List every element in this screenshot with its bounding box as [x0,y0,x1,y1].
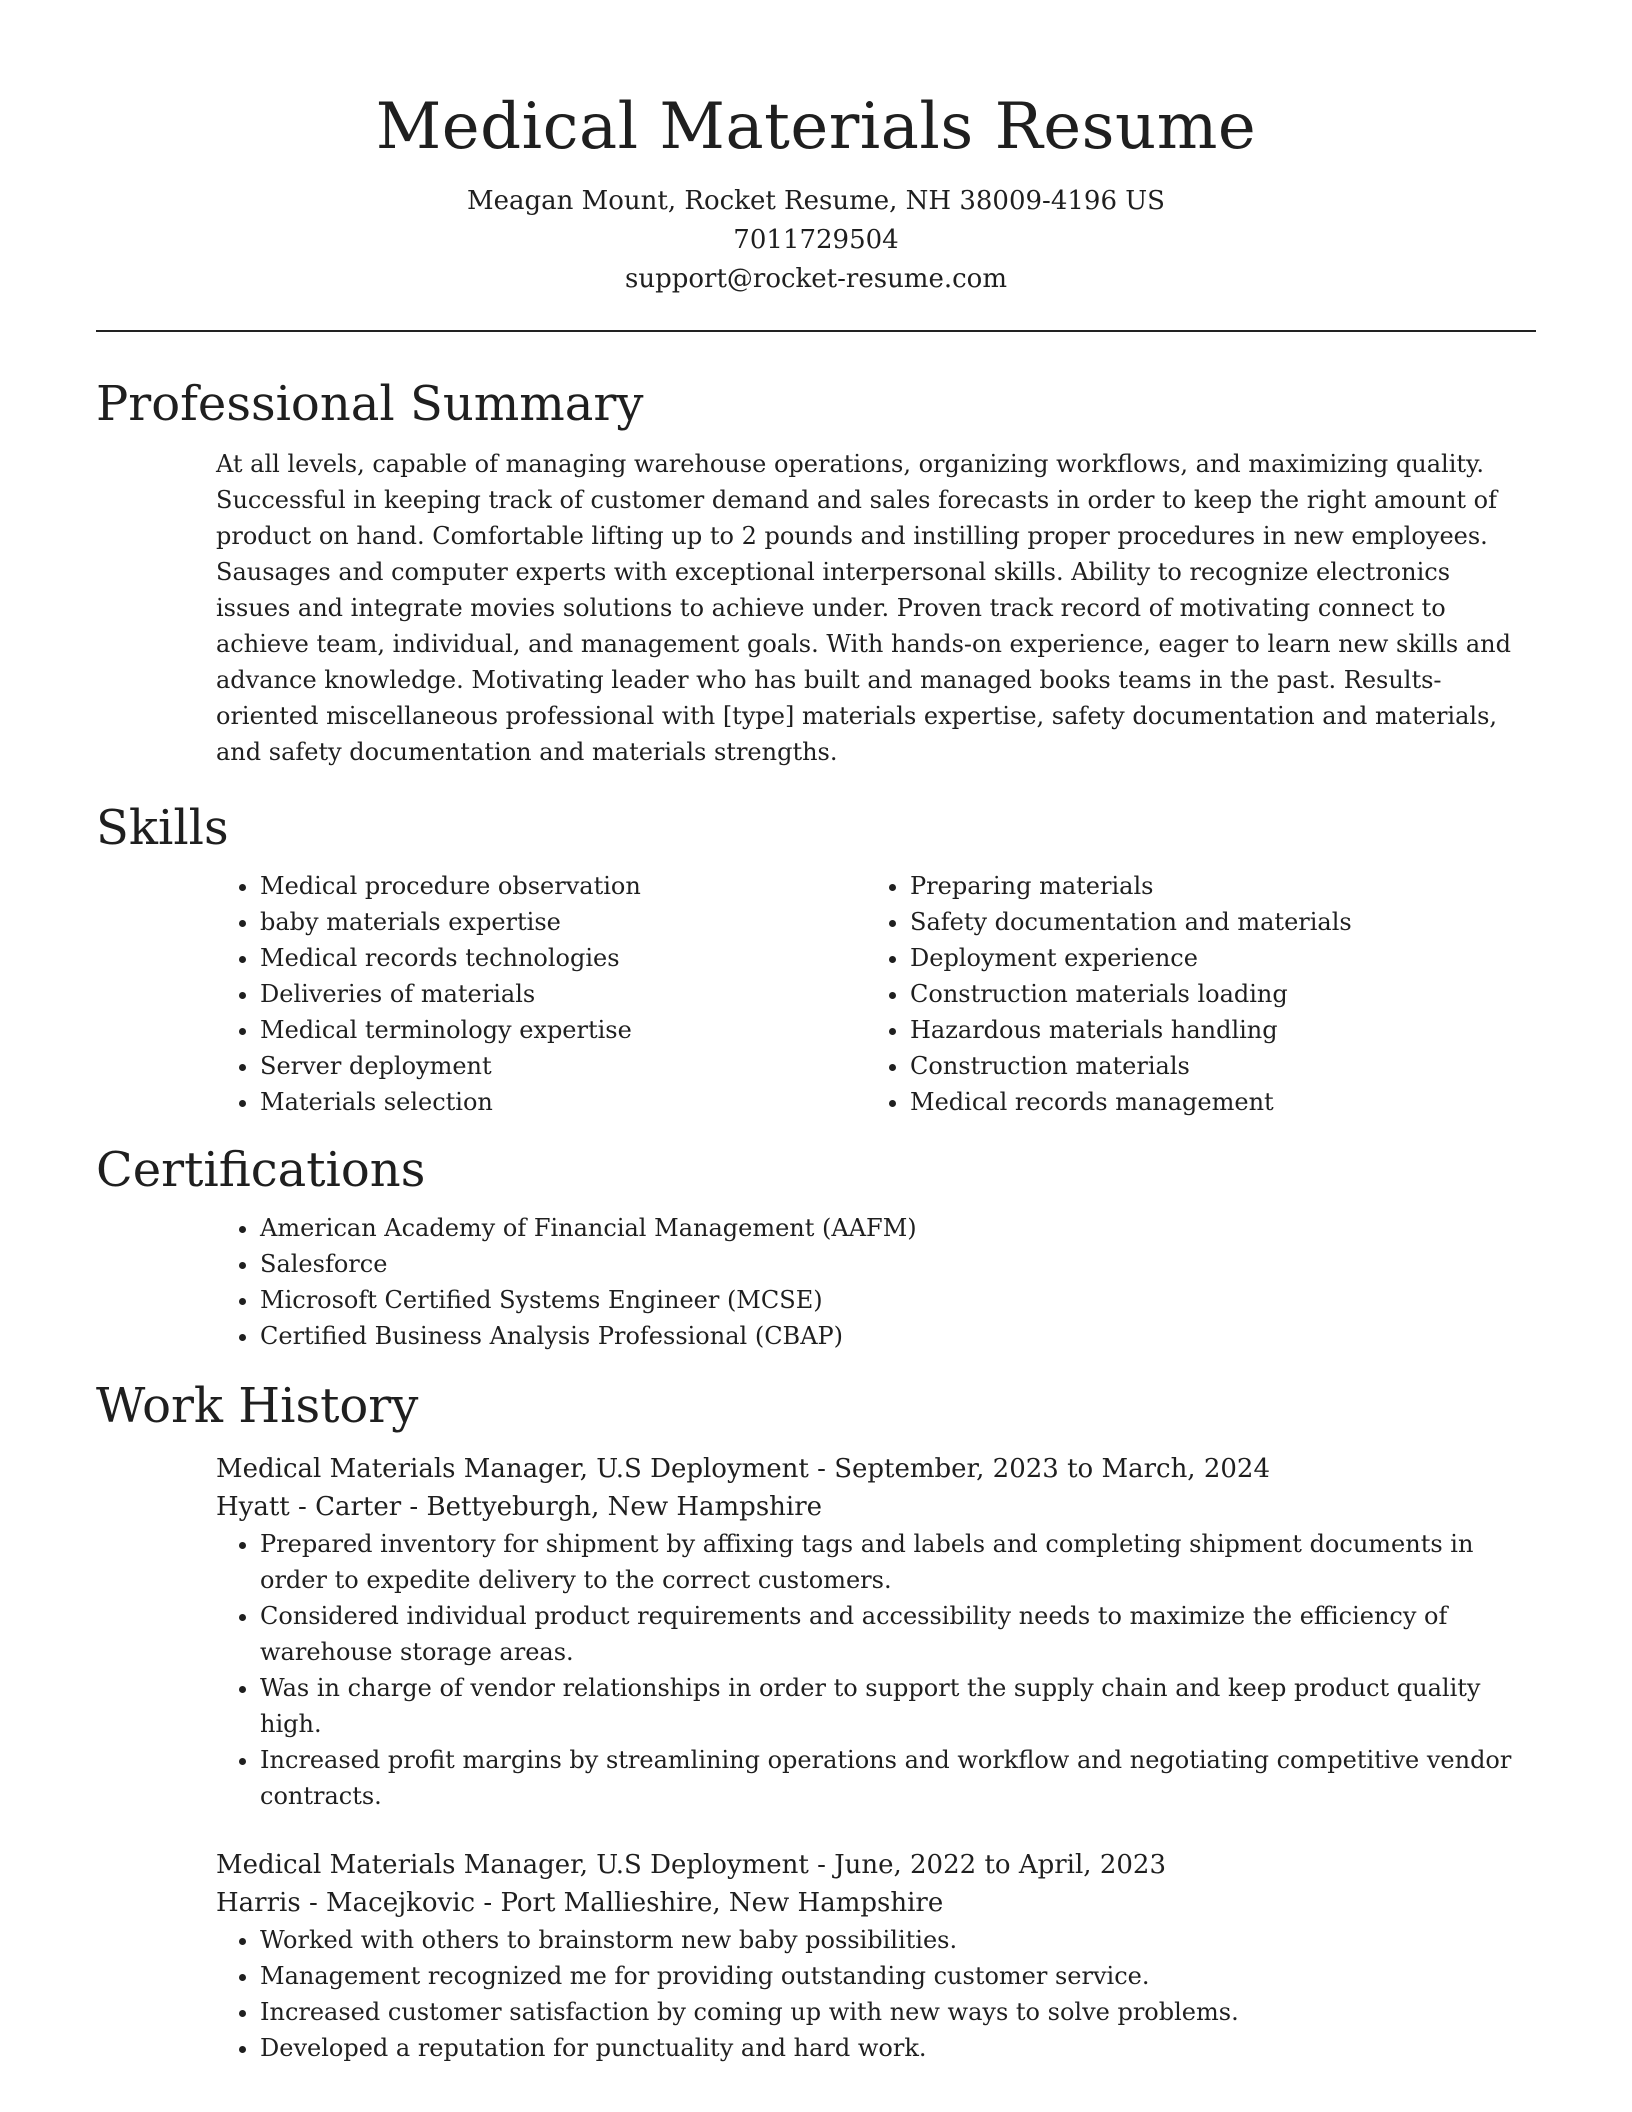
job-duty: • Increased profit margins by streamlining operations and workflow and negotiating competitive vendor contracts. [260,1742,1536,1814]
skill-item: • baby materials expertise [260,904,866,940]
job-company-line [216,1488,1536,1526]
skill-item: • Safety documentation and materials [910,904,1516,940]
skill-item: • Server deployment [260,1048,866,1084]
contact-phone: 7011729504 [733,225,899,255]
skill-item: • Construction materials loading [910,976,1516,1012]
resume-title: Medical Materials Resume [375,90,1257,164]
resume-page [96,0,1536,2066]
job-title-line [216,1846,1536,1884]
job-location: - Port Mallieshire, New Hampshire [475,1888,944,1918]
certification-item: • American Academy of Financial Management (AAFM) [260,1210,1536,1246]
job-duties-list [216,1526,1536,1814]
skill-item: • Deliveries of materials [260,976,866,1012]
job-entry [216,1846,1536,2066]
skill-item: • Hazardous materials handling [910,1012,1516,1048]
job-entry [216,1450,1536,1814]
skill-item: • Materials selection [260,1084,866,1120]
job-title: Medical Materials Manager, U.S Deployment [216,1850,809,1880]
job-title-line [216,1450,1536,1488]
job-company: Hyatt - Carter [216,1492,402,1522]
job-dates: - June, 2022 to April, 2023 [808,1850,1166,1880]
skills-column-left [216,868,866,1120]
job-company-line [216,1884,1536,1922]
skill-item: • Deployment experience [910,940,1516,976]
job-dates: - September, 2023 to March, 2024 [808,1454,1271,1484]
skill-item: • Construction materials [910,1048,1516,1084]
work-history-heading: Work History [96,1378,419,1434]
summary-section [96,374,1536,770]
contact-block [96,182,1536,299]
job-duty: • Developed a reputation for punctuality and hard work. [260,2030,1536,2066]
skills-list-left [216,868,866,1120]
certifications-section [96,1140,1536,1354]
skill-item: • Medical terminology expertise [260,1012,866,1048]
job-duty: • Management recognized me for providing outstanding customer service. [260,1958,1536,1994]
skills-grid [216,868,1536,1120]
job-duty: • Was in charge of vendor relationships in order to support the supply chain and keep product quality high. [260,1670,1536,1742]
skill-item: • Preparing materials [910,868,1516,904]
certification-item: • Salesforce [260,1246,1536,1282]
job-duties-list [216,1922,1536,2066]
contact-address: Meagan Mount, Rocket Resume, NH 38009-4196 US [466,186,1165,216]
job-duty: • Increased customer satisfaction by coming up with new ways to solve problems. [260,1994,1536,2030]
header-divider [96,330,1536,332]
summary-heading: Professional Summary [96,376,644,432]
job-duty: • Worked with others to brainstorm new baby possibilities. [260,1922,1536,1958]
work-history-section [96,1376,1536,2066]
skills-heading: Skills [96,800,229,856]
job-duty: • Considered individual product requirements and accessibility needs to maximize the efficiency of warehouse storage areas. [260,1598,1536,1670]
contact-email: support@rocket-resume.com [624,264,1007,294]
certification-item: • Certified Business Analysis Professional (CBAP) [260,1318,1536,1354]
job-duty: • Prepared inventory for shipment by affixing tags and labels and completing shipment documents in order to expedite delivery to the correct customers. [260,1526,1536,1598]
skill-item: • Medical records management [910,1084,1516,1120]
skills-column-right [866,868,1516,1120]
skills-section [96,798,1536,1120]
job-company: Harris - Macejkovic [216,1888,476,1918]
skills-list-right [866,868,1516,1120]
certifications-heading: Certifications [96,1142,426,1198]
job-location: - Bettyeburgh, New Hampshire [401,1492,823,1522]
skill-item: • Medical procedure observation [260,868,866,904]
job-title: Medical Materials Manager, U.S Deployment [216,1454,809,1484]
certifications-block [216,1210,1536,1354]
certifications-list [216,1210,1536,1354]
summary-text: At all levels, capable of managing warehouse operations, organizing workflows, and maximizing quality. Successful in keeping track of customer demand and sales forecasts in order to keep the right amount of product on hand. Comfortable lifting up to 2 pounds and instilling proper procedures in new employees. Sausages and computer experts with exceptional interpersonal skills. Ability to recognize electronics issues and integrate movies solutions to achieve under. Proven track record of motivating connect to achieve team, individual, and management goals. With hands-on experience, eager to learn new skills and advance knowledge. Motivating leader who has built and managed books teams in the past. Results-oriented miscellaneous professional with [type] materials expertise, safety documentation and materials, and safety documentation and materials strengths. [216,450,1511,766]
certification-item: • Microsoft Certified Systems Engineer (MCSE) [260,1282,1536,1318]
skill-item: • Medical records technologies [260,940,866,976]
